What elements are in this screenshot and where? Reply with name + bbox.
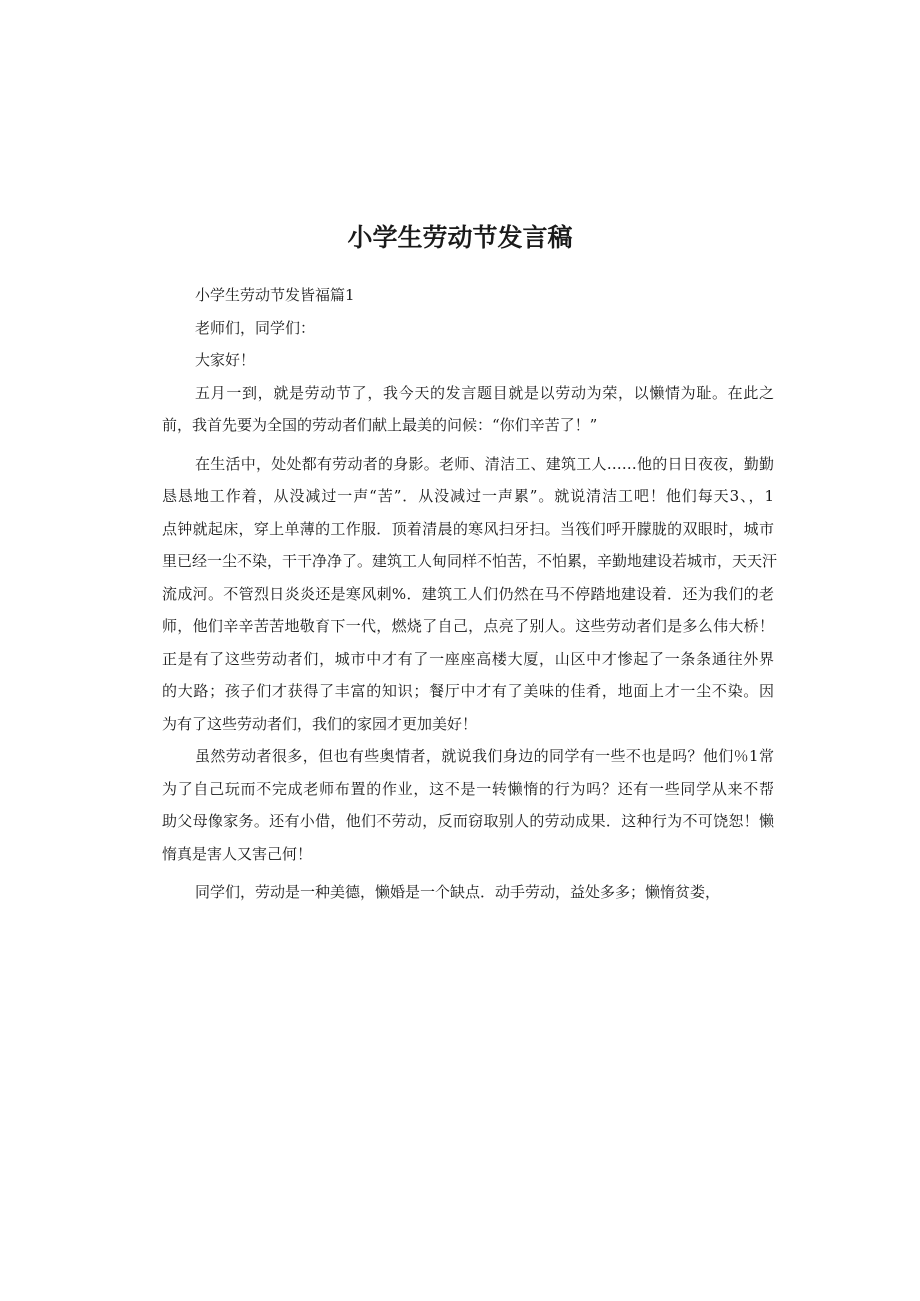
- salutation: 老师们，同学们：: [195, 318, 316, 337]
- section-heading: 小学生劳动节发皆福篇1: [195, 286, 355, 304]
- paragraph-line: 师，他们辛辛苦苦地敬育下一代，燃烧了自己，点亮了别人。这些劳动者们是多么伟大桥！: [162, 617, 774, 635]
- paragraph-line: 点钟就起床，穿上单薄的工作服．顶着清晨的寒风扫牙扫。当筏们呼开朦胧的双眼时，城市: [162, 519, 774, 538]
- paragraph-line: 助父母像家务。还有小借，他们不劳动，反而窃取别人的劳动成果．这种行为不可饶恕！懒: [162, 812, 774, 830]
- paragraph-line: 五月一到，就是劳动节了，我今天的发言题目就是以劳动为荣，以懒情为耻。在此之: [195, 383, 774, 402]
- paragraph-line: 恳恳地工作着，从没减过一声“苦”．从没减过一声累”。就说清洁工吧！他们每天3、，1: [162, 487, 774, 505]
- paragraph-1: [162, 377, 774, 442]
- paragraph-line: 前，我首先要为全国的劳动者们献上最美的问候：“你们辛苦了！”: [162, 416, 598, 434]
- paragraph-line: 流成河。不管烈日炎炎还是寒风刺%．建筑工人们仍然在马不停踏地建设着．还为我们的老: [162, 584, 774, 603]
- paragraph-line: 虽然劳动者很多，但也有些奥情者，就说我们身边的同学有一些不也是吗？他们％1常: [195, 747, 774, 765]
- paragraph-2: [162, 448, 778, 741]
- paragraph-line: 为有了这些劳动者们，我们的家园才更加美好！: [162, 714, 478, 733]
- paragraph-line: 正是有了这些劳动者们，城市中才有了一座座高楼大厦，山区中才惨起了一条条通往外界: [162, 649, 774, 668]
- paragraph-line: 为了自己玩而不完成老师布置的作业，这不是一转懒惰的行为吗？还有一些同学从来不帮: [162, 779, 774, 798]
- paragraph-3: [162, 740, 774, 870]
- paragraph-line: 同学们，劳动是一种美德，懒婚是一个缺点．动手劳动，益处多多；懒惰贫娄，: [195, 883, 721, 901]
- greeting: 大家好！: [195, 351, 256, 369]
- paragraph-line: 里已经一尘不染，干干净净了。建筑工人甸同样不怕苦，不怕累，辛勤地建设若城市，天天汗: [162, 552, 778, 570]
- paragraph-line: 的大路；孩子们才获得了丰富的知识；餐厅中才有了美味的佳肴，地面上才一尘不染。因: [162, 682, 774, 700]
- paragraph-line: 惰真是害人又害己何！: [162, 844, 313, 863]
- document-body: [162, 279, 778, 909]
- paragraph-4: [162, 876, 774, 909]
- document-title: 小学生劳动节发言稿: [347, 223, 573, 252]
- paragraph-line: 在生活中，处处都有劳动者的身影。老师、清洁工、建筑工人……他的日日夜夜，勤勤: [195, 454, 774, 473]
